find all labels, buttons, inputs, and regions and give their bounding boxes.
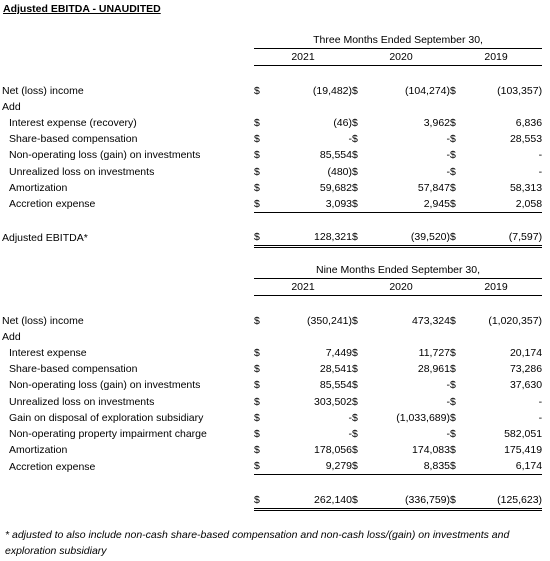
cell-value: 85,554 (319, 379, 352, 392)
currency-symbol: $ (352, 133, 358, 146)
currency-symbol: $ (450, 117, 456, 130)
cell-value: 85,554 (319, 149, 352, 162)
table-row (2, 196, 542, 213)
currency-symbol (352, 99, 374, 115)
table-row (2, 394, 542, 410)
table-row (2, 410, 542, 426)
currency-symbol: $ (450, 347, 456, 360)
cell-value: (39,520) (374, 229, 450, 247)
currency-symbol: $ (450, 492, 472, 510)
cell-value: 8,835 (374, 458, 450, 475)
currency-symbol: $ (254, 196, 276, 213)
currency-symbol: $ (450, 379, 456, 392)
cell-value: - (446, 395, 450, 408)
cell-value: - (446, 149, 450, 162)
currency-symbol: $ (450, 411, 456, 424)
cell-value: - (348, 427, 352, 440)
currency-symbol (450, 329, 472, 345)
year-header: 2020 (352, 279, 450, 296)
row-label: Add (2, 100, 21, 113)
table-row (2, 147, 542, 163)
year-header: 2021 (254, 279, 352, 296)
cell-value (472, 329, 542, 345)
footnote: * adjusted to also include non-cash share-based compensation and non-cash loss/(gain) on investments and exploration subsidiary (5, 529, 510, 557)
period-header: Three Months Ended September 30, (313, 34, 483, 47)
currency-symbol: $ (254, 133, 260, 146)
cell-value: - (446, 379, 450, 392)
cell-value: 303,502 (314, 395, 352, 408)
cell-value (472, 99, 542, 115)
cell-value: (125,623) (472, 492, 542, 510)
cell-value: 2,058 (472, 196, 542, 213)
row-label: Non-operating loss (gain) on investments (9, 149, 201, 162)
table-row (2, 361, 542, 377)
currency-symbol (254, 329, 276, 345)
currency-symbol: $ (254, 314, 260, 327)
cell-value: (46) (333, 117, 352, 130)
currency-symbol: $ (352, 411, 358, 424)
cell-value: 58,313 (509, 181, 543, 194)
row-label: Non-operating loss (gain) on investments (9, 379, 201, 392)
nine-months-rows (2, 313, 542, 475)
currency-symbol: $ (254, 379, 260, 392)
row-label: Add (2, 330, 21, 343)
currency-symbol (254, 99, 276, 115)
cell-value: (19,482) (312, 84, 352, 97)
cell-value: (104,274) (405, 84, 450, 97)
table-row (2, 99, 542, 115)
three-months-rows (2, 83, 542, 213)
cell-value: - (446, 133, 450, 146)
currency-symbol: $ (254, 165, 260, 178)
table-row (2, 377, 542, 393)
currency-symbol: $ (352, 363, 358, 376)
table-row (2, 164, 542, 180)
currency-symbol: $ (352, 444, 358, 457)
year-header: 2019 (450, 279, 542, 296)
currency-symbol: $ (352, 84, 358, 97)
currency-symbol: $ (450, 133, 456, 146)
currency-symbol: $ (450, 395, 456, 408)
currency-symbol (450, 99, 472, 115)
period-header-row (2, 32, 542, 49)
currency-symbol: $ (254, 181, 260, 194)
table-row (2, 442, 542, 458)
cell-value: 28,541 (319, 363, 352, 376)
cell-value: - (348, 411, 352, 424)
table-row (2, 426, 542, 442)
currency-symbol: $ (254, 229, 276, 247)
cell-value: - (538, 149, 543, 162)
cell-value: 11,727 (418, 347, 450, 360)
row-label: Unrealized loss on investments (9, 165, 155, 178)
cell-value: 59,682 (319, 181, 352, 194)
cell-value: 3,093 (276, 196, 352, 213)
nine-months-table (2, 262, 542, 511)
cell-value: - (446, 165, 450, 178)
currency-symbol: $ (254, 149, 260, 162)
cell-value: 28,553 (509, 133, 543, 146)
cell-value: (480) (327, 165, 352, 178)
row-label: Net (loss) income (2, 314, 84, 327)
row-label (2, 492, 254, 510)
year-header: 2021 (254, 49, 352, 66)
currency-symbol: $ (352, 427, 358, 440)
currency-symbol: $ (450, 444, 456, 457)
currency-symbol: $ (254, 427, 260, 440)
row-label: Unrealized loss on investments (9, 395, 155, 408)
table-row (2, 313, 542, 329)
period-header-row (2, 262, 542, 279)
cell-value: 262,140 (276, 492, 352, 510)
currency-symbol: $ (450, 458, 472, 475)
cell-value: 3,962 (423, 117, 450, 130)
row-label: Share-based compensation (9, 363, 138, 376)
cell-value (374, 99, 450, 115)
year-header-row (2, 279, 542, 296)
row-label: Share-based compensation (9, 133, 138, 146)
currency-symbol: $ (352, 229, 374, 247)
table-row (2, 458, 542, 475)
table-row (2, 131, 542, 147)
currency-symbol: $ (450, 427, 456, 440)
cell-value (276, 329, 352, 345)
currency-symbol: $ (450, 181, 456, 194)
cell-value (374, 329, 450, 345)
currency-symbol: $ (450, 363, 456, 376)
three-months-table (2, 32, 542, 248)
table-row (2, 115, 542, 131)
cell-value: (350,241) (307, 314, 352, 327)
cell-value: 2,945 (374, 196, 450, 213)
currency-symbol: $ (352, 395, 358, 408)
year-header-row (2, 49, 542, 66)
currency-symbol: $ (450, 165, 456, 178)
row-label: Net (loss) income (2, 84, 84, 97)
currency-symbol: $ (352, 117, 358, 130)
currency-symbol: $ (254, 347, 260, 360)
cell-value (276, 99, 352, 115)
currency-symbol: $ (352, 181, 358, 194)
currency-symbol: $ (254, 117, 260, 130)
currency-symbol: $ (254, 395, 260, 408)
table-row (2, 329, 542, 345)
table-row (2, 83, 542, 99)
currency-symbol: $ (352, 347, 358, 360)
table-row (2, 345, 542, 361)
cell-value: (336,759) (374, 492, 450, 510)
currency-symbol: $ (254, 492, 276, 510)
cell-value: 20,174 (509, 347, 543, 360)
period-header: Nine Months Ended September 30, (316, 264, 481, 277)
row-label: Gain on disposal of exploration subsidiary (9, 411, 204, 424)
cell-value: - (538, 395, 543, 408)
row-label: Adjusted EBITDA* (2, 232, 88, 245)
year-header: 2019 (450, 49, 542, 66)
cell-value: 57,847 (417, 181, 450, 194)
cell-value: 37,630 (509, 379, 543, 392)
cell-value: 9,279 (276, 458, 352, 475)
cell-value: 178,056 (314, 444, 352, 457)
currency-symbol: $ (254, 84, 260, 97)
currency-symbol: $ (352, 458, 374, 475)
total-row (2, 229, 542, 247)
currency-symbol: $ (254, 444, 260, 457)
cell-value: 6,836 (515, 117, 543, 130)
row-label: Interest expense (recovery) (9, 117, 137, 130)
currency-symbol: $ (254, 411, 260, 424)
table-row (2, 180, 542, 196)
currency-symbol: $ (352, 149, 358, 162)
currency-symbol: $ (352, 492, 374, 510)
currency-symbol: $ (352, 165, 358, 178)
currency-symbol: $ (254, 458, 276, 475)
currency-symbol: $ (450, 196, 472, 213)
cell-value: (1,033,689) (396, 411, 450, 424)
row-label: Non-operating property impairment charge (9, 427, 207, 440)
currency-symbol: $ (450, 84, 456, 97)
cell-value: (1,020,357) (488, 314, 543, 327)
year-header: 2020 (352, 49, 450, 66)
row-label: Accretion expense (9, 460, 96, 473)
currency-symbol: $ (450, 314, 456, 327)
currency-symbol: $ (450, 149, 456, 162)
currency-symbol (352, 329, 374, 345)
cell-value: - (446, 427, 450, 440)
total-row (2, 492, 542, 510)
cell-value: 175,419 (504, 444, 543, 457)
cell-value: 73,286 (509, 363, 543, 376)
row-label: Amortization (9, 444, 68, 457)
report-title: Adjusted EBITDA - UNAUDITED (3, 3, 161, 15)
row-label: Interest expense (9, 347, 87, 360)
cell-value: 128,321 (276, 229, 352, 247)
cell-value: 28,961 (417, 363, 450, 376)
cell-value: 7,449 (325, 347, 352, 360)
cell-value: - (538, 411, 543, 424)
row-label: Amortization (9, 181, 68, 194)
cell-value: (103,357) (497, 84, 543, 97)
cell-value: 6,174 (472, 458, 542, 475)
cell-value: (7,597) (472, 229, 542, 247)
cell-value: - (348, 133, 352, 146)
cell-value: 582,051 (504, 427, 543, 440)
cell-value: - (538, 165, 543, 178)
currency-symbol: $ (352, 196, 374, 213)
cell-value: 473,324 (412, 314, 450, 327)
row-label: Accretion expense (9, 198, 96, 211)
currency-symbol: $ (352, 314, 358, 327)
currency-symbol: $ (450, 229, 472, 247)
cell-value: 174,083 (412, 444, 450, 457)
currency-symbol: $ (352, 379, 358, 392)
currency-symbol: $ (254, 363, 260, 376)
